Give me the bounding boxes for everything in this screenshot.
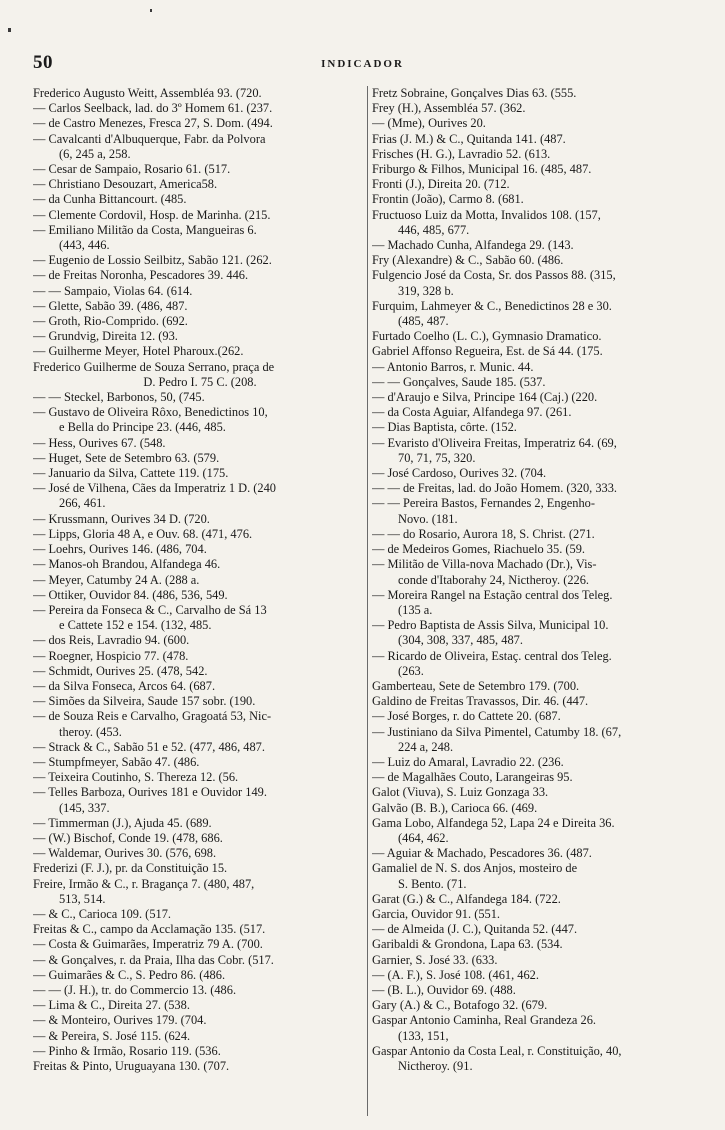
- directory-entry: Furtado Coelho (L. C.), Gymnasio Dramatico.: [372, 329, 602, 344]
- directory-entry: — Lipps, Gloria 48 A, e Ouv. 68. (471, 476.: [33, 526, 253, 541]
- directory-entry: — Timmerman (J.), Ajuda 45. (689.: [33, 815, 212, 830]
- directory-entry: — Guilherme Meyer, Hotel Pharoux.(262.: [33, 344, 244, 359]
- directory-entry: — Gustavo de Oliveira Rôxo, Benedictinos 10,: [33, 405, 268, 420]
- directory-entry-continuation: Nictheroy. (91.: [398, 1059, 473, 1073]
- directory-entry-continuation: 266, 461.: [59, 496, 106, 511]
- directory-entry: Frisches (H. G.), Lavradio 52. (613.: [372, 146, 551, 161]
- directory-entry: — da Silva Fonseca, Arcos 64. (687.: [33, 678, 216, 693]
- directory-entry-continuation: (304, 308, 337, 485, 487.: [398, 633, 523, 648]
- directory-entry-continuation: theroy. (453.: [59, 724, 122, 739]
- directory-entry: — Evaristo d'Oliveira Freitas, Imperatriz 64. (69,: [372, 435, 617, 450]
- directory-entry: Frias (J. M.) & C., Quitanda 141. (487.: [372, 131, 566, 146]
- directory-entry: Gaspar Antonio da Costa Leal, r. Constituição, 40,: [372, 1043, 622, 1058]
- directory-entry: Galot (Viuva), S. Luiz Gonzaga 33.: [372, 785, 549, 800]
- directory-entry: — Roegner, Hospicio 77. (478.: [33, 648, 189, 663]
- directory-entry: — Dias Baptista, côrte. (152.: [372, 420, 517, 435]
- directory-entry: — — Sampaio, Violas 64. (614.: [33, 283, 193, 298]
- directory-entry: Gaspar Antonio Caminha, Real Grandeza 26.: [372, 1013, 596, 1028]
- directory-entry: — Antonio Barros, r. Munic. 44.: [372, 359, 534, 374]
- directory-entry: Galvão (B. B.), Carioca 66. (469.: [372, 800, 538, 815]
- directory-entry-continuation: 319, 328 b.: [398, 283, 454, 298]
- directory-entry: — José de Vilhena, Cães da Imperatriz 1 D. (240: [33, 481, 276, 496]
- directory-entry: — Pereira da Fonseca & C., Carvalho de Sá 13: [33, 602, 267, 617]
- directory-entry: Frederico Augusto Weitt, Assembléa 93. (720.: [33, 86, 262, 100]
- directory-entry: Gary (A.) & C., Botafogo 32. (679.: [372, 998, 548, 1013]
- directory-entry: — Christiano Desouzart, America58.: [33, 177, 218, 192]
- directory-entry: Frederizi (F. J.), pr. da Constituição 15.: [33, 861, 228, 876]
- directory-entry: — Luiz do Amaral, Lavradio 22. (236.: [372, 754, 564, 769]
- directory-entry-continuation: (145, 337.: [59, 800, 110, 815]
- directory-entry-continuation: (464, 462.: [398, 830, 449, 845]
- directory-entry-continuation: (133, 151,: [398, 1028, 449, 1043]
- directory-entry: — — do Rosario, Aurora 18, S. Christ. (271.: [372, 526, 595, 541]
- directory-entry: — Meyer, Catumby 24 A. (288 a.: [33, 572, 200, 587]
- directory-entry: — Januario da Silva, Cattete 119. (175.: [33, 466, 229, 481]
- directory-entry: Garcia, Ouvidor 91. (551.: [372, 906, 501, 921]
- scan-speck: [150, 9, 152, 12]
- directory-entry: — de Freitas Noronha, Pescadores 39. 446.: [33, 268, 249, 283]
- directory-entry: — (B. L.), Ouvidor 69. (488.: [372, 982, 516, 997]
- directory-entry: — Manos-oh Brandou, Alfandega 46.: [33, 557, 221, 572]
- directory-entry: — da Cunha Bittancourt. (485.: [33, 192, 187, 207]
- directory-entry: Freire, Irmão & C., r. Bragança 7. (480, 487,: [33, 876, 255, 891]
- directory-entry: — Clemente Cordovil, Hosp. de Marinha. (215.: [33, 207, 271, 222]
- directory-entry: Furquim, Lahmeyer & C., Benedictinos 28 e 30.: [372, 298, 612, 313]
- directory-entry: — de Almeida (J. C.), Quitanda 52. (447.: [372, 922, 578, 937]
- directory-entry: — de Medeiros Gomes, Riachuelo 35. (59.: [372, 542, 586, 557]
- directory-entry: — de Castro Menezes, Fresca 27, S. Dom. (494.: [33, 116, 273, 131]
- directory-entry-continuation: 513, 514.: [59, 891, 106, 906]
- directory-entry: — Ottiker, Ouvidor 84. (486, 536, 549.: [33, 587, 228, 602]
- directory-entry: — Strack & C., Sabão 51 e 52. (477, 486, 487.: [33, 739, 265, 754]
- directory-entry: Frey (H.), Assembléa 57. (362.: [372, 101, 526, 116]
- directory-entry: — Cesar de Sampaio, Rosario 61. (517.: [33, 162, 231, 177]
- directory-entry: — Aguiar & Machado, Pescadores 36. (487.: [372, 846, 592, 861]
- directory-entry-continuation: S. Bento. (71.: [398, 876, 467, 891]
- directory-entry-continuation: (263.: [398, 663, 424, 678]
- column-rule: [367, 86, 368, 1116]
- directory-entry: Gamaliel de N. S. dos Anjos, mosteiro de: [372, 861, 578, 876]
- directory-entry: Fulgencio José da Costa, Sr. dos Passos 88. (315,: [372, 268, 616, 283]
- directory-entry: — Huget, Sete de Setembro 63. (579.: [33, 450, 220, 465]
- directory-entry: — Teixeira Coutinho, S. Thereza 12. (56.: [33, 770, 239, 785]
- directory-entry-continuation: 224 a, 248.: [398, 739, 454, 754]
- directory-entry: — & Pereira, S. José 115. (624.: [33, 1028, 191, 1043]
- directory-entry: Frontin (João), Carmo 8. (681.: [372, 192, 524, 207]
- directory-entry: — Krussmann, Ourives 34 D. (720.: [33, 511, 210, 526]
- directory-entry-continuation: (443, 446.: [59, 238, 110, 253]
- directory-entry: — dos Reis, Lavradio 94. (600.: [33, 633, 190, 648]
- directory-entry: — Emiliano Militão da Costa, Mangueiras 6.: [33, 222, 257, 237]
- directory-entry-continuation: (485, 487.: [398, 314, 449, 329]
- directory-entry: Garibaldi & Grondona, Lapa 63. (534.: [372, 937, 563, 952]
- directory-entry: — Costa & Guimarães, Imperatriz 79 A. (700.: [33, 937, 263, 952]
- directory-entry: — Grundvig, Direita 12. (93.: [33, 329, 178, 344]
- directory-entry-continuation: 70, 71, 75, 320.: [398, 450, 476, 465]
- directory-entry: — Telles Barboza, Ourives 181 e Ouvidor 149.: [33, 785, 267, 800]
- right-column: [372, 86, 712, 1126]
- directory-entry: Garnier, S. José 33. (633.: [372, 952, 498, 967]
- directory-entry: Freitas & C., campo da Acclamação 135. (517.: [33, 922, 266, 937]
- directory-entry: — Ricardo de Oliveira, Estaç. central dos Teleg.: [372, 648, 612, 663]
- directory-entry-continuation: D. Pedro I. 75 C. (208.: [143, 374, 257, 389]
- directory-entry: — Eugenio de Lossio Seilbitz, Sabão 121. (262.: [33, 253, 272, 268]
- directory-entry-continuation: (6, 245 a, 258.: [59, 146, 131, 161]
- directory-entry-continuation: (135 a.: [398, 602, 433, 617]
- directory-entry: — Cavalcanti d'Albuquerque, Fabr. da Polvora: [33, 131, 266, 146]
- directory-entry-continuation: conde d'Itaborahy 24, Nictheroy. (226.: [398, 572, 590, 587]
- directory-entry: Gama Lobo, Alfandega 52, Lapa 24 e Direita 36.: [372, 815, 615, 830]
- directory-entry: — Schmidt, Ourives 25. (478, 542.: [33, 663, 208, 678]
- directory-entry: — Pedro Baptista de Assis Silva, Municipal 10.: [372, 618, 609, 633]
- directory-entry: — José Cardoso, Ourives 32. (704.: [372, 466, 547, 481]
- directory-entry: — & C., Carioca 109. (517.: [33, 906, 171, 921]
- directory-entry: — & Monteiro, Ourives 179. (704.: [33, 1013, 207, 1028]
- page-number: 50: [33, 52, 53, 73]
- directory-entry: — Glette, Sabão 39. (486, 487.: [33, 298, 188, 313]
- directory-entry: — Hess, Ourives 67. (548.: [33, 435, 166, 450]
- left-column: [33, 86, 367, 1126]
- directory-entry: — Simões da Silveira, Saude 157 sobr. (190.: [33, 694, 256, 709]
- directory-entry: Frederico Guilherme de Souza Serrano, praça de: [33, 359, 275, 374]
- scan-speck: [8, 28, 11, 32]
- directory-entry: — Justiniano da Silva Pimentel, Catumby 18. (67,: [372, 724, 622, 739]
- directory-entry: — Loehrs, Ourives 146. (486, 704.: [33, 542, 207, 557]
- directory-entry: — — Steckel, Barbonos, 50, (745.: [33, 390, 205, 405]
- directory-entry: Fretz Sobraine, Gonçalves Dias 63. (555.: [372, 86, 577, 100]
- directory-entry: — Waldemar, Ourives 30. (576, 698.: [33, 846, 217, 861]
- directory-entry: Fronti (J.), Direita 20. (712.: [372, 177, 510, 192]
- directory-entry: — Carlos Seelback, lad. do 3º Homem 61. (237.: [33, 101, 273, 116]
- directory-entry: — da Costa Aguiar, Alfandega 97. (261.: [372, 405, 572, 420]
- directory-entry: — Machado Cunha, Alfandega 29. (143.: [372, 238, 574, 253]
- directory-entry: — de Souza Reis e Carvalho, Gragoatá 53, Nic-: [33, 709, 272, 724]
- directory-entry: Freitas & Pinto, Uruguayana 130. (707.: [33, 1059, 230, 1073]
- directory-entry-continuation: Novo. (181.: [398, 511, 458, 526]
- directory-entry: — de Magalhães Couto, Larangeiras 95.: [372, 770, 573, 785]
- directory-entry: Fry (Alexandre) & C., Sabão 60. (486.: [372, 253, 564, 268]
- directory-entry: — Guimarães & C., S. Pedro 86. (486.: [33, 967, 226, 982]
- directory-entry-continuation: e Bella do Principe 23. (446, 485.: [59, 420, 226, 435]
- directory-entry: Gabriel Affonso Regueira, Est. de Sá 44. (175.: [372, 344, 603, 359]
- directory-entry: Friburgo & Filhos, Municipal 16. (485, 487.: [372, 162, 592, 177]
- directory-entry: Galdino de Freitas Travassos, Dir. 46. (447.: [372, 694, 589, 709]
- directory-entry: — d'Araujo e Silva, Principe 164 (Caj.) (220.: [372, 390, 598, 405]
- running-head: INDICADOR: [321, 58, 404, 70]
- directory-entry: Fructuoso Luiz da Motta, Invalidos 108. (157,: [372, 207, 601, 222]
- directory-entry: — Moreira Rangel na Estação central dos Teleg.: [372, 587, 613, 602]
- page-header: [0, 52, 725, 76]
- directory-entry: — Groth, Rio-Comprido. (692.: [33, 314, 188, 329]
- directory-entry: — — Gonçalves, Saude 185. (537.: [372, 374, 546, 389]
- directory-entry: Gamberteau, Sete de Setembro 179. (700.: [372, 678, 580, 693]
- directory-entry: — Militão de Villa-nova Machado (Dr.), Vis-: [372, 557, 597, 572]
- directory-entry: — (W.) Bischof, Conde 19. (478, 686.: [33, 830, 223, 845]
- directory-entry: — (A. F.), S. José 108. (461, 462.: [372, 967, 539, 982]
- directory-entry: — Lima & C., Direita 27. (538.: [33, 998, 190, 1013]
- directory-entry: — & Gonçalves, r. da Praia, Ilha das Cobr. (517.: [33, 952, 274, 967]
- directory-entry-continuation: e Cattete 152 e 154. (132, 485.: [59, 618, 212, 633]
- directory-entry: — José Borges, r. do Cattete 20. (687.: [372, 709, 561, 724]
- directory-entry: — (Mme), Ourives 20.: [372, 116, 486, 131]
- directory-entry-continuation: 446, 485, 677.: [398, 222, 470, 237]
- directory-entry: — — de Freitas, lad. do João Homem. (320, 333.: [372, 481, 618, 496]
- directory-entry: — — (J. H.), tr. do Commercio 13. (486.: [33, 982, 237, 997]
- directory-entry: — Pinho & Irmão, Rosario 119. (536.: [33, 1043, 221, 1058]
- directory-entry: — — Pereira Bastos, Fernandes 2, Engenho-: [372, 496, 595, 511]
- directory-entry: Garat (G.) & C., Alfandega 184. (722.: [372, 891, 561, 906]
- directory-entry: — Stumpfmeyer, Sabão 47. (486.: [33, 754, 200, 769]
